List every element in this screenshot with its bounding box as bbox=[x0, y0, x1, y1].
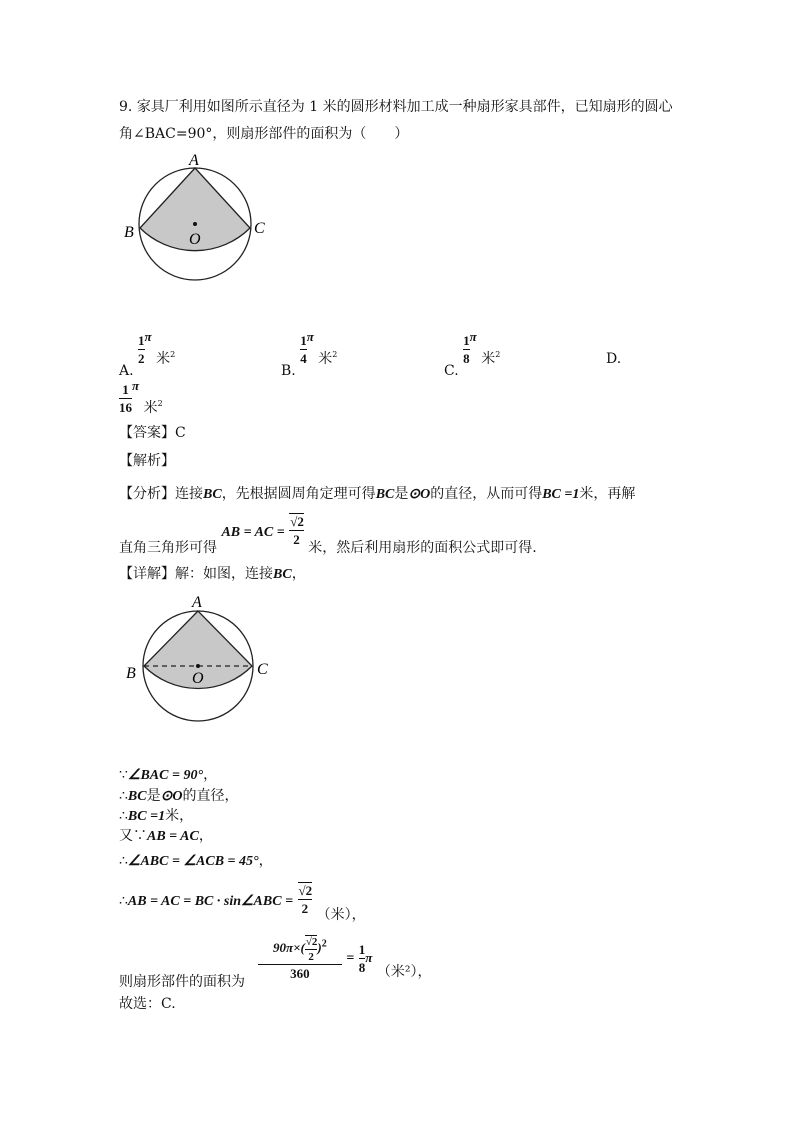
detail-line: 【详解】解：如图，连接BC， bbox=[119, 566, 306, 582]
option-d: $\frac{1}{16}$ π 米$_2$ bbox=[119, 378, 163, 416]
analysis-line-1: 【分析】连接BC，先根据圆周角定理可得BC是⊙O的直径，从而可得BC =1米，再解 bbox=[119, 486, 636, 502]
question-line-1 bbox=[119, 97, 673, 117]
option-a: A. $\frac{1}{2}$ π 米$_2$ bbox=[119, 329, 176, 379]
answer-line bbox=[119, 423, 186, 443]
option-b-pi: π bbox=[306, 329, 314, 344]
option-c-fraction: $\frac{1}{8}$ bbox=[463, 332, 470, 366]
answer-value: C bbox=[175, 425, 186, 441]
option-b-fraction: $\frac{1}{4}$ bbox=[300, 332, 307, 366]
step-6: ∴AB = AC = BC · sin∠ABC = $\frac{√2}{2}$ （米）， bbox=[119, 883, 366, 923]
step-2: ∴BC是⊙O的直径， bbox=[119, 788, 239, 804]
figure1-label-b: B bbox=[124, 224, 134, 241]
option-a-pi: π bbox=[144, 329, 152, 344]
option-a-letter: A. bbox=[119, 363, 134, 379]
option-a-unit: 米 bbox=[156, 351, 171, 367]
step-7-fraction: 90π×( $\frac{√2}{2}$ )$^2$ 360 bbox=[258, 935, 342, 981]
figure-sector-1 bbox=[115, 148, 285, 288]
option-d-unit: 米 bbox=[143, 400, 158, 416]
step-3: ∴BC =1米， bbox=[119, 808, 194, 824]
figure2-label-c: C bbox=[257, 661, 268, 678]
figure2-label-a: A bbox=[192, 594, 202, 611]
analysis-heading: 【解析】 bbox=[119, 453, 175, 469]
question-text-1: 家具厂利用如图所示直径为 1 米的圆形材料加工成一种扇形家具部件，已知扇形的圆心 bbox=[136, 99, 673, 115]
step-7-result: $\frac{1}{8}$ bbox=[358, 941, 366, 975]
question-number: 9. bbox=[119, 99, 133, 115]
figure1-label-a: A bbox=[189, 152, 199, 169]
option-c-letter: C. bbox=[444, 363, 459, 379]
analysis-line-2: 直角三角形可得 AB = AC = $\frac{√2}{2}$ 米，然后利用扇形的面积公式即可得. bbox=[119, 514, 537, 556]
figure2-center-dot bbox=[196, 664, 200, 668]
option-b-unit: 米 bbox=[318, 351, 333, 367]
option-c-pi: π bbox=[469, 329, 477, 344]
step-4: 又∵AB = AC， bbox=[119, 828, 213, 844]
step-7: 则扇形部件的面积为 90π×( $\frac{√2}{2}$ )$^2$ 360 = $\frac{1}{8}$ π （米²）， bbox=[119, 936, 432, 990]
figure1-label-c: C bbox=[254, 220, 265, 237]
step-8: 故选：C. bbox=[119, 996, 176, 1012]
option-b-letter: B. bbox=[281, 363, 296, 379]
step-6-fraction: $\frac{√2}{2}$ bbox=[298, 883, 313, 916]
step-5: ∴∠ABC = ∠ACB = 45°， bbox=[119, 853, 273, 869]
figure1-label-o: O bbox=[189, 231, 201, 248]
option-b: B. $\frac{1}{4}$ π 米$_2$ bbox=[281, 329, 338, 379]
analysis-fraction: $\frac{√2}{2}$ bbox=[290, 514, 304, 547]
figure-sector-2 bbox=[120, 589, 280, 731]
option-c: C. $\frac{1}{8}$ π 米$_2$ bbox=[444, 329, 501, 379]
answer-label: 【答案】 bbox=[119, 425, 175, 441]
figure1-center-dot bbox=[193, 222, 197, 226]
option-c-unit: 米 bbox=[481, 351, 496, 367]
step-1: ∵∠BAC = 90°， bbox=[119, 767, 218, 783]
option-a-fraction: $\frac{1}{2}$ bbox=[138, 332, 145, 366]
option-d-letter: D. bbox=[606, 351, 622, 367]
option-d-pi: π bbox=[132, 378, 140, 393]
figure2-label-o: O bbox=[192, 670, 204, 687]
question-line-2: 角∠BAC=90°，则扇形部件的面积为（ ） bbox=[119, 126, 409, 142]
option-d-fraction: $\frac{1}{16}$ bbox=[119, 381, 132, 415]
figure2-label-b: B bbox=[126, 665, 136, 682]
